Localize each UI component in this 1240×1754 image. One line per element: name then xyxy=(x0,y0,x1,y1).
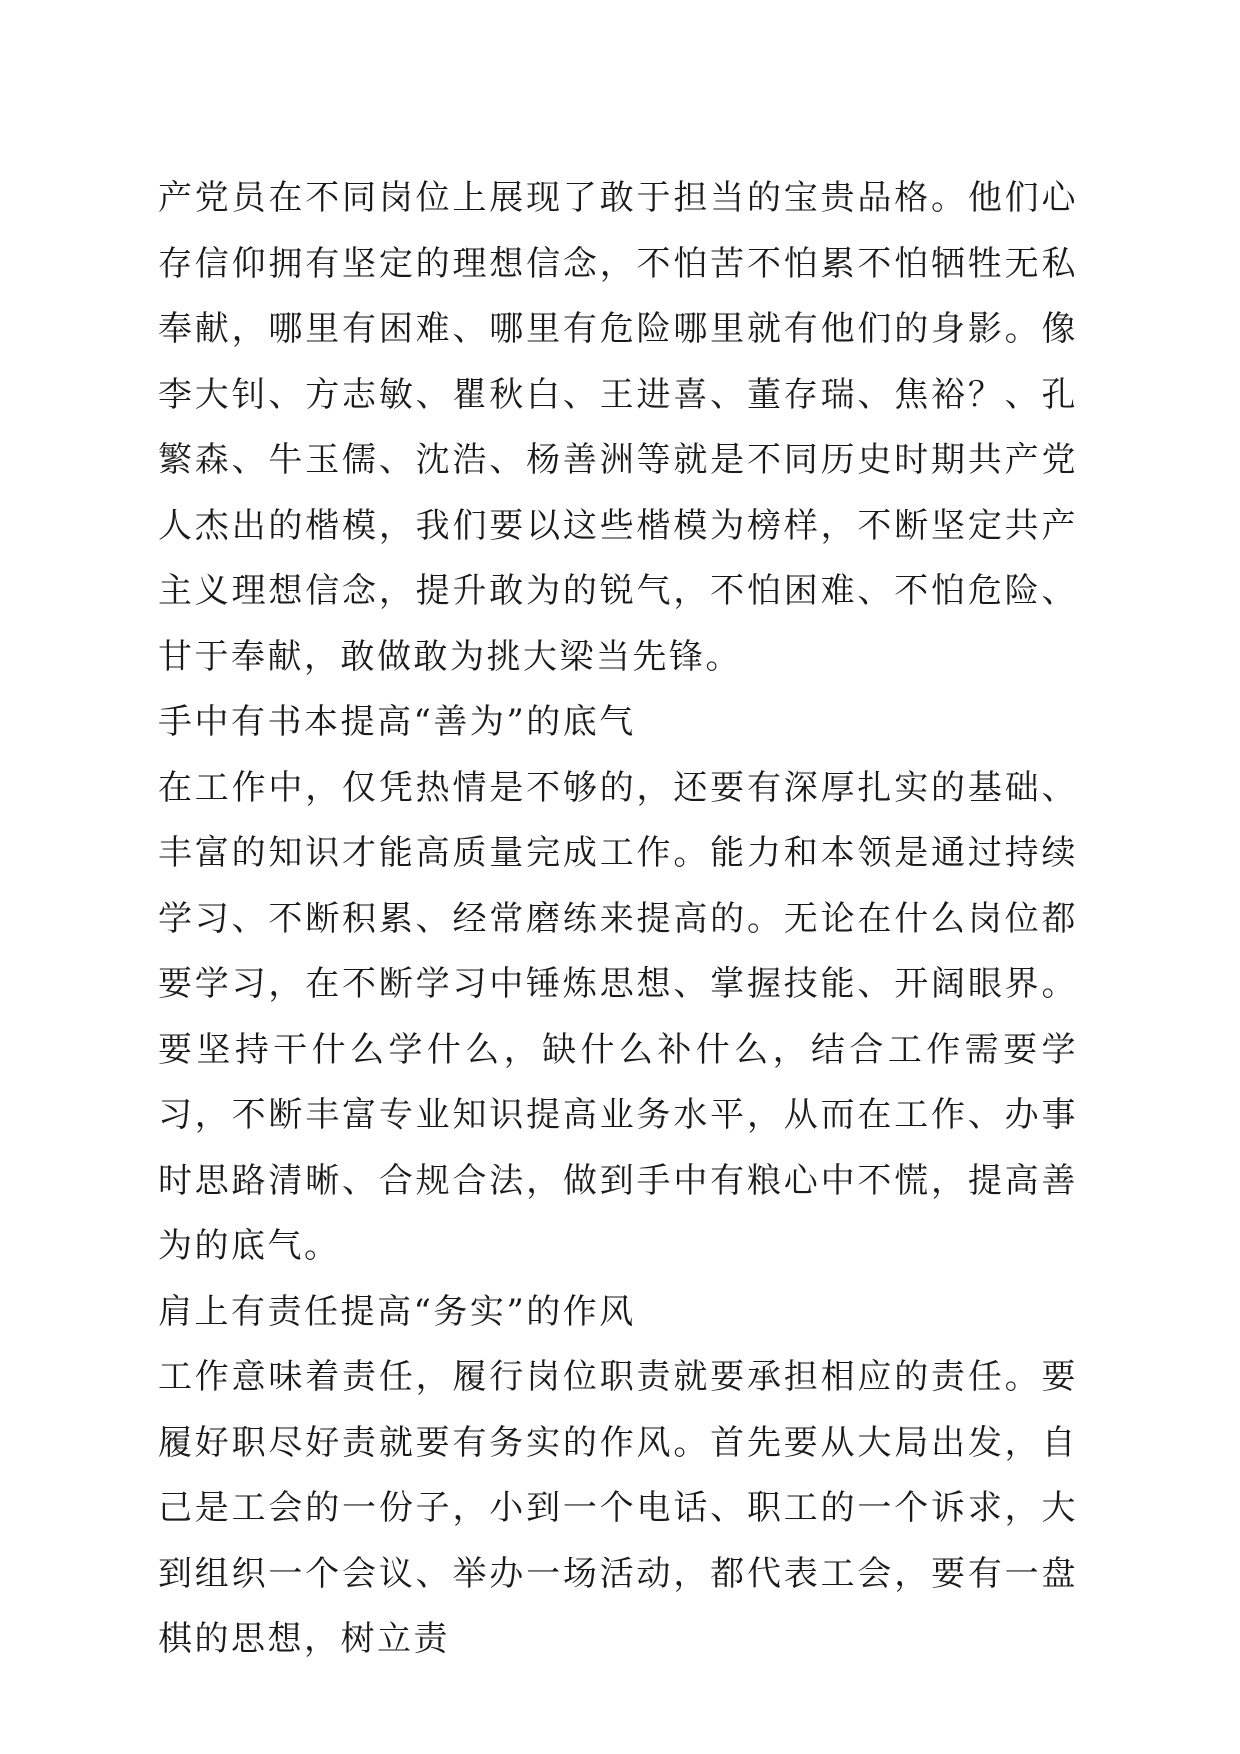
paragraph-party-members: 产党员在不同岗位上展现了敢于担当的宝贵品格。他们心存信仰拥有坚定的理想信念，不怕苦不怕累不怕牺牲无私奉献，哪里有困难、哪里有危险哪里就有他们的身影。像李大钊、方志敏、瞿秋白、王进喜、董存瑞、焦裕？、孔繁森、牛玉儒、沈浩、杨善洲等就是不同历史时期共产党人杰出的楷模，我们要以这些楷模为榜样，不断坚定共产主义理想信念，提升敢为的锐气，不怕困难、不怕危险、甘于奉献，敢做敢为挑大梁当先锋。 xyxy=(158,178,1078,677)
paragraph-responsibility: 工作意味着责任，履行岗位职责就要承担相应的责任。要履好职尽好责就要有务实的作风。首先要从大局出发，自己是工会的一份子，小到一个电话、职工的一个诉求，大到组织一个会议、举办一场活动，都代表工会，要有一盘棋的思想，树立责 xyxy=(158,1357,1078,1659)
section-heading-wushi: 肩上有责任提高“务实”的作风 xyxy=(158,1291,636,1332)
document-body xyxy=(158,166,1078,1673)
section-heading-shanwei: 手中有书本提高“善为”的底气 xyxy=(158,702,636,742)
paragraph-learning: 在工作中，仅凭热情是不够的，还要有深厚扎实的基础、丰富的知识才能高质量完成工作。能力和本领是通过持续学习、不断积累、经常磨练来提高的。无论在什么岗位都要学习，在不断学习中锤炼思想、掌握技能、开阔眼界。要坚持干什么学什么，缺什么补什么，结合工作需要学习，不断丰富专业知识提高业务水平，从而在工作、办事时思路清晰、合规合法，做到手中有粮心中不慌，提高善为的底气。 xyxy=(158,767,1078,1266)
